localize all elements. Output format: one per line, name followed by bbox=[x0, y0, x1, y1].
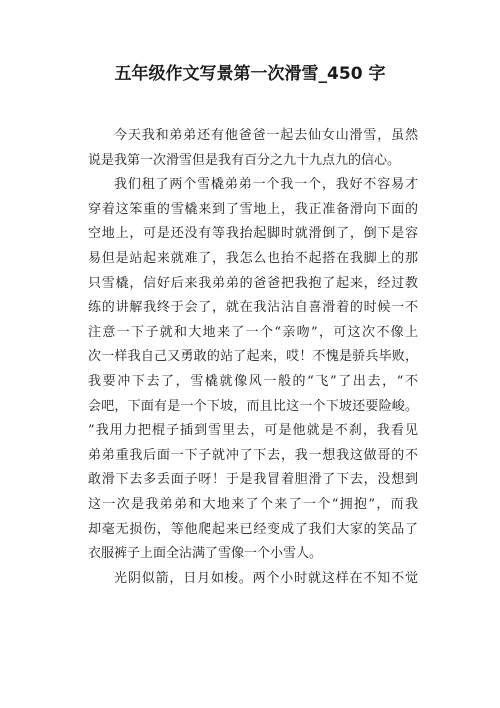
paragraph-line: 弟弟重我后面一下子就冲了下去，我一想我这做哥的不 bbox=[88, 447, 418, 463]
paragraph-line: 我要冲下去了，雪橇就像风一般的“飞”了出去，“不 bbox=[88, 373, 418, 389]
paragraph-line: 次一样我自己又勇敢的站了起来，哎！不愧是骄兵毕败， bbox=[88, 349, 418, 365]
paragraph-line: 易但是站起来就难了，我怎么也抬不起搭在我脚上的那 bbox=[88, 250, 418, 266]
paragraph-line: 却毫无损伤，等他爬起来已经变成了我们大家的笑品了 bbox=[88, 521, 418, 537]
paragraph-line: 空地上，可是还没有等我抬起脚时就滑倒了，倒下是容 bbox=[88, 226, 418, 242]
paragraph-line: ”我用力把棍子插到雪里去，可是他就是不刹，我看见 bbox=[88, 423, 418, 439]
paragraph-line: 穿着这笨重的雪橇来到了雪地上，我正准备滑向下面的 bbox=[88, 201, 418, 217]
document-title: 五年级作文写景第一次滑雪_450 字 bbox=[114, 64, 386, 84]
paragraph-line: 今天我和弟弟还有他爸爸一起去仙女山滑雪，虽然 bbox=[114, 128, 418, 143]
paragraph-line: 这一次是我弟弟和大地来了个来了一个“拥抱”，而我 bbox=[88, 496, 418, 512]
paragraph-line: 练的讲解我终于会了，就在我沾沾自喜滑着的时候一不 bbox=[88, 300, 418, 316]
paragraph-line: 我们租了两个雪橇弟弟一个我一个，我好不容易才 bbox=[114, 177, 418, 193]
paragraph-line: 只雪橇，信好后来我弟弟的爸爸把我抱了起来，经过教 bbox=[88, 275, 418, 291]
essay-body bbox=[88, 124, 418, 591]
paragraph-line: 会吧，下面有是一个下坡，而且比这一个下坡还要险峻。 bbox=[88, 398, 418, 414]
paragraph-line: 注意一下子就和大地来了一个“亲吻”，可这次不像上 bbox=[88, 324, 418, 340]
paragraph-line: 说是我第一次滑雪但是我有百分之九十九点九的信心。 bbox=[88, 152, 401, 168]
paragraph-line: 敢滑下去多丢面子呀！于是我冒着胆滑了下去，没想到 bbox=[88, 472, 418, 488]
paragraph-line: 衣服裤子上面全沾满了雪像一个小雪人。 bbox=[88, 546, 323, 562]
paragraph-line: 光阴似箭，日月如梭。两个小时就这样在不知不觉 bbox=[114, 570, 418, 586]
